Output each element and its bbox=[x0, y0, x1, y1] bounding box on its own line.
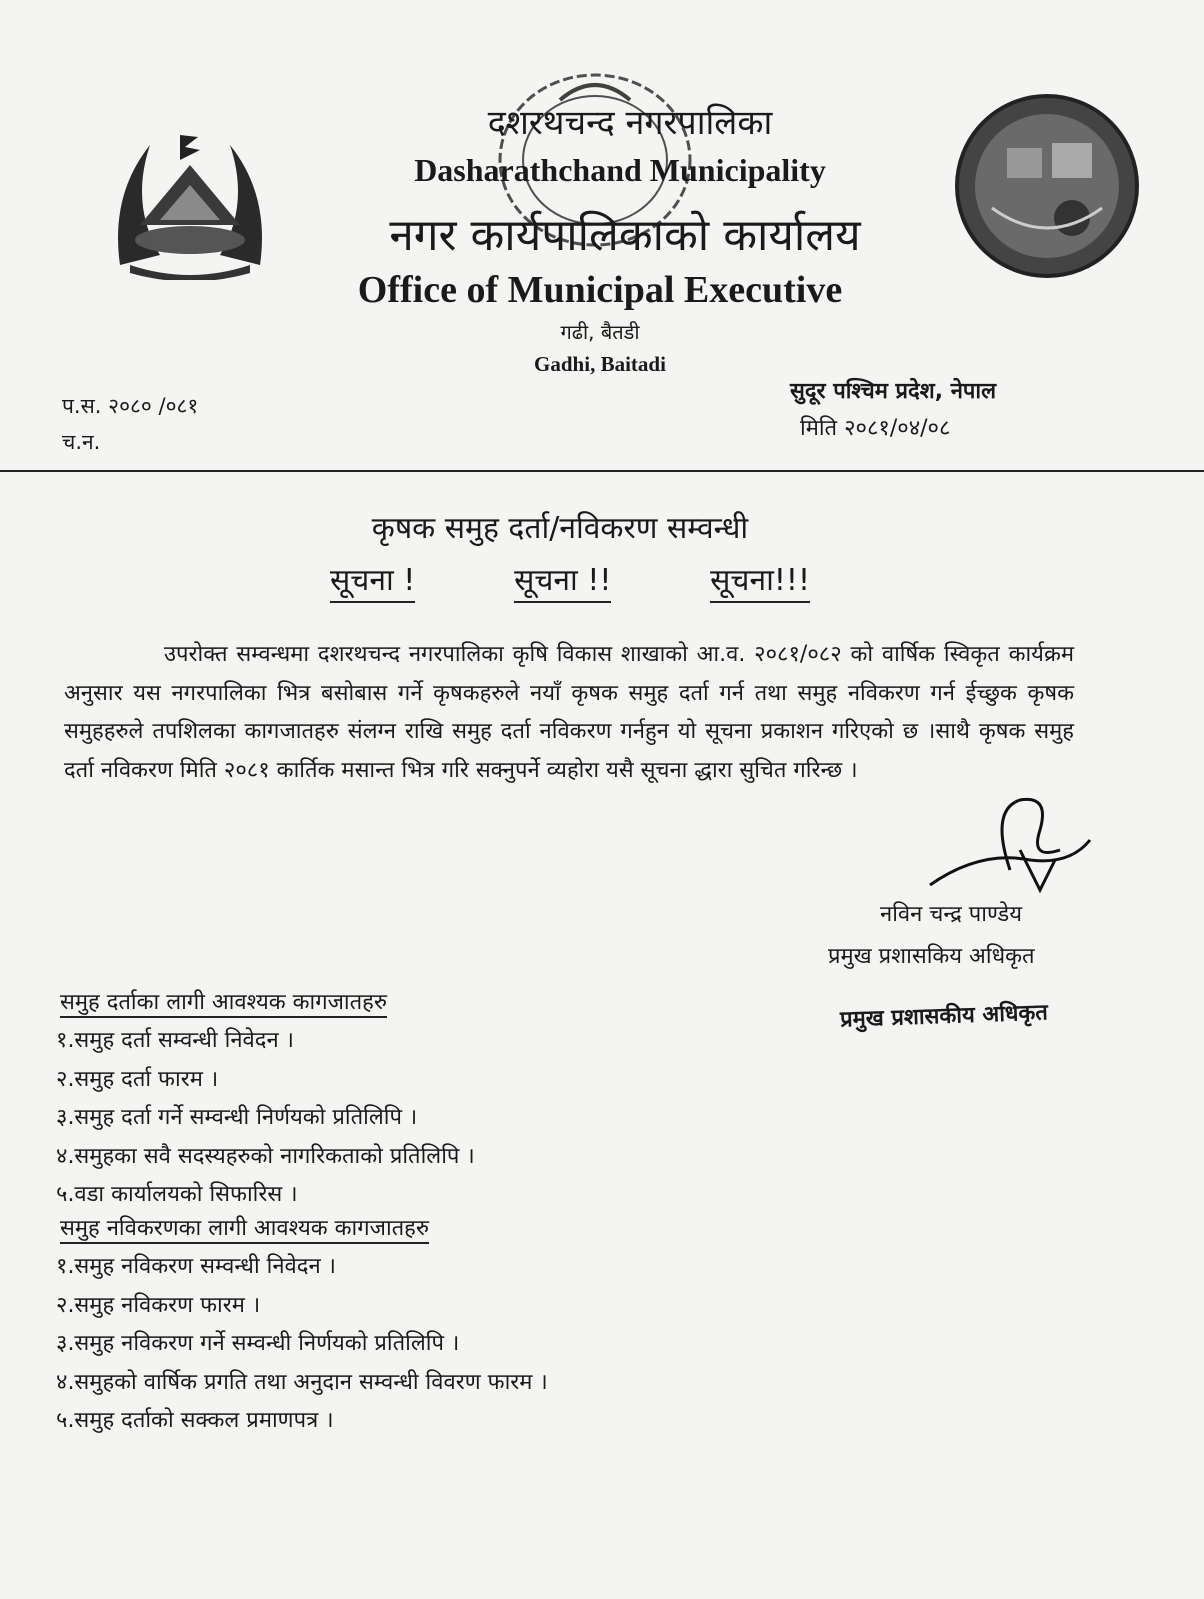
list-item: २.समुह नविकरण फारम । bbox=[56, 1292, 261, 1318]
reference-number: प.स. २०८० /०८१ bbox=[62, 394, 199, 418]
notice-headline bbox=[330, 558, 810, 603]
notice-word-1: सूचना ! bbox=[330, 558, 415, 603]
designation-stamp: प्रमुख प्रशासकीय अधिकृत bbox=[839, 1000, 1049, 1033]
registration-heading: समुह दर्ताका लागी आवश्यक कागजातहरु bbox=[60, 990, 387, 1018]
renewal-list bbox=[56, 1248, 548, 1441]
location-en: Gadhi, Baitadi bbox=[534, 352, 666, 376]
signatory-name: नविन चन्द्र पाण्डेय bbox=[880, 902, 1022, 927]
registration-section bbox=[60, 986, 387, 1016]
list-item: ४.समुहको वार्षिक प्रगति तथा अनुदान सम्वन्धी विवरण फारम । bbox=[56, 1369, 548, 1395]
nepal-emblem-icon bbox=[100, 115, 280, 280]
municipality-name-np: दशरथचन्द नगरपालिका bbox=[487, 103, 773, 143]
notice-word-2: सूचना !! bbox=[514, 558, 611, 603]
notice-word-3: सूचना!!! bbox=[710, 558, 810, 603]
list-item: ४.समुहका सवै सदस्यहरुको नागरिकताको प्रतिलिपि । bbox=[56, 1143, 475, 1169]
list-item: ५.वडा कार्यालयको सिफारिस । bbox=[56, 1182, 298, 1207]
office-name-np: नगर कार्यपालिकाको कार्यालय bbox=[389, 210, 861, 261]
signatory-title: प्रमुख प्रशासकिय अधिकृत bbox=[828, 944, 1035, 969]
renewal-heading: समुह नविकरणका लागी आवश्यक कागजातहरु bbox=[60, 1216, 429, 1244]
dispatch-number: च.न. bbox=[62, 430, 101, 454]
renewal-section bbox=[60, 1212, 429, 1242]
municipality-name-en: Dasharathchand Municipality bbox=[414, 152, 826, 188]
location-np: गढी, बैतडी bbox=[560, 320, 640, 344]
office-name-en: Office of Municipal Executive bbox=[357, 269, 843, 311]
province-label: सुदूर पश्चिम प्रदेश, नेपाल bbox=[790, 379, 997, 404]
list-item: १.समुह नविकरण सम्वन्धी निवेदन । bbox=[56, 1254, 337, 1279]
municipality-seal-icon bbox=[952, 88, 1142, 283]
notice-subject: कृषक समुह दर्ता/नविकरण सम्वन्धी bbox=[371, 511, 749, 546]
list-item: १.समुह दर्ता सम्वन्धी निवेदन । bbox=[56, 1028, 294, 1053]
list-item: ३.समुह दर्ता गर्ने सम्वन्धी निर्णयको प्रतिलिपि । bbox=[56, 1105, 418, 1130]
list-item: २.समुह दर्ता फारम । bbox=[56, 1066, 219, 1092]
notice-body: उपरोक्त सम्वन्धमा दशरथचन्द नगरपालिका कृषि विकास शाखाको आ.व. २०८१/०८२ को वार्षिक स्विकृत कार्यक्रम अनुसार यस नगरपालिका भित्र बसोबास गर्ने कृषकहरुले नयाँ कृषक समुह दर्ता गर्न तथा समुह नविकरण गर्न ईच्छुक कृषक समुहहरुले तपशिलका कागजातहरु संलग्न राखि समुह दर्ता नविकरण गर्नहुन यो सूचना प्रकाशन गरिएको छ ।साथै कृषक समुह दर्ता नविकरण मिति २०८१ कार्तिक मसान्त भित्र गरि सक्नुपर्ने व्यहोरा यसै सूचना द्धारा सुचित गरिन्छ । bbox=[64, 642, 1074, 783]
signature-icon bbox=[920, 790, 1100, 900]
list-item: ५.समुह दर्ताको सक्कल प्रमाणपत्र । bbox=[56, 1408, 334, 1433]
list-item: ३.समुह नविकरण गर्ने सम्वन्धी निर्णयको प्रतिलिपि । bbox=[56, 1331, 460, 1356]
header-divider bbox=[0, 470, 1204, 472]
registration-list bbox=[56, 1022, 475, 1215]
letter-date: मिति २०८१/०४/०८ bbox=[800, 416, 951, 441]
